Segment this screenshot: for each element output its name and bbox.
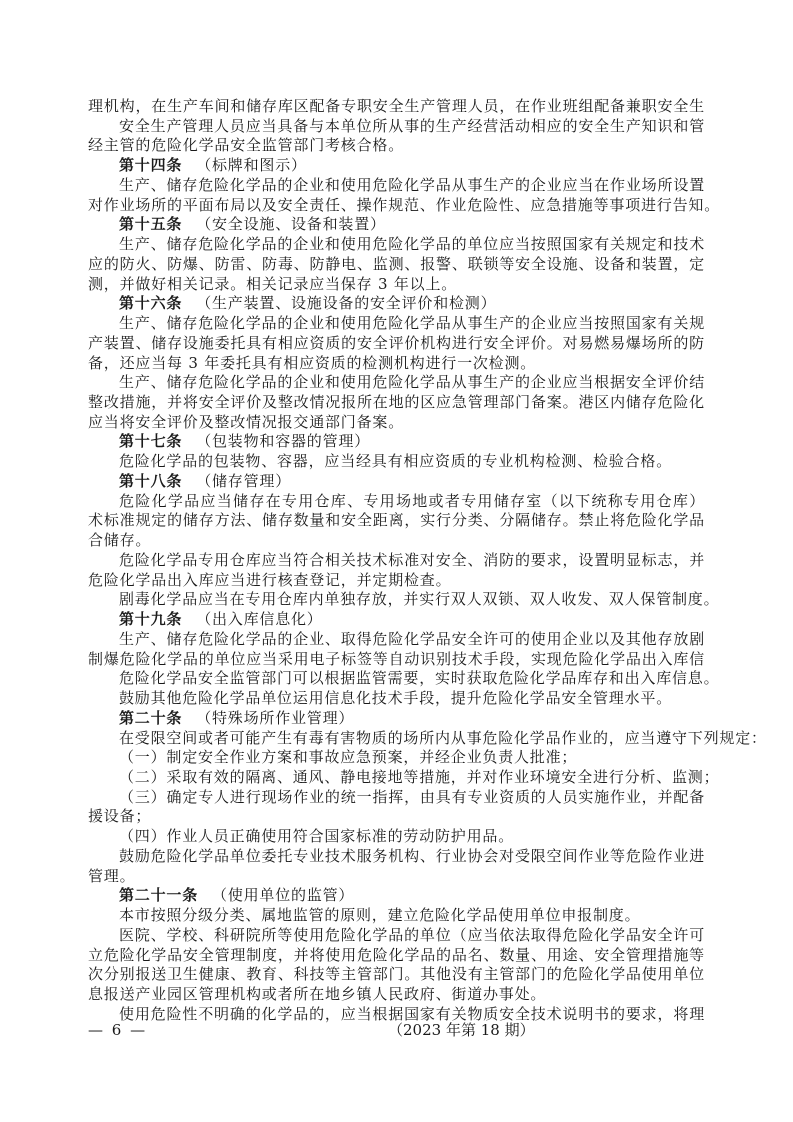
text-line: （二）采取有效的隔离、通风、静电接地等措施，并对作业环境安全进行分析、监测； (119, 767, 720, 786)
article-heading (88, 156, 705, 176)
text-line: 整改措施，并将安全评价及整改情况报所在地的区应急管理部门备案。港区内储存危险化 (88, 393, 705, 412)
text-line: （一）制定安全作业方案和事故应急预案，并经企业负责人批准； (119, 748, 578, 767)
text-line: 危险化学品安全监管部门可以根据监管需要，实时获取危险化学品库存和出入库信息。 (119, 669, 720, 688)
text-line: 生产、储存危险化学品的企业和使用危险化学品从事生产的企业应当根据安全评价结 (119, 373, 705, 392)
article-title: （包装物和容器的管理） (196, 432, 371, 451)
article-number: 第十七条 (119, 432, 183, 451)
article-title: （标牌和图示） (196, 156, 307, 175)
text-line: 应的防火、防爆、防雷、防毒、防静电、监测、报警、联锁等安全设施、设备和装置，定 (88, 254, 705, 273)
text-line: 援设备； (88, 807, 152, 826)
text-line: 危险化学品出入库应当进行核查登记，并定期检查。 (88, 570, 452, 589)
article-heading (88, 886, 705, 906)
article-number: 第二十一条 (119, 886, 199, 905)
article-title: （出入库信息化） (196, 610, 323, 629)
text-line: 鼓励危险化学品单位委托专业技术服务机构、行业协会对受限空间作业等危险作业进 (119, 846, 705, 865)
article-title: （特殊场所作业管理） (196, 708, 355, 727)
text-line: 危险化学品的包装物、容器，应当经具有相应资质的专业机构检测、检验合格。 (119, 452, 673, 471)
issue-label: （2023 年第 18 期） (388, 1021, 535, 1039)
article-heading (88, 472, 705, 492)
article-heading (88, 294, 705, 314)
article-number: 第二十条 (119, 708, 183, 727)
article-number: 第十五条 (119, 215, 183, 234)
text-line: 本市按照分级分类、属地监管的原则，建立危险化学品使用单位申报制度。 (119, 906, 641, 925)
page-number: — 6 — (88, 1021, 148, 1039)
text-line: 剧毒化学品应当在专用仓库内单独存放，并实行双人双锁、双人收发、双人保管制度。 (119, 590, 720, 609)
text-line: 次分别报送卫生健康、教育、科技等主管部门。其他没有主管部门的危险化学品使用单位 (88, 965, 705, 984)
article-number: 第十六条 (119, 294, 183, 313)
text-line: （三）确定专人进行现场作业的统一指挥，由具有专业资质的人员实施作业，并配备 (119, 787, 705, 806)
text-line: 危险化学品应当储存在专用仓库、专用场地或者专用储存室（以下统称专用仓库） (119, 491, 705, 510)
text-line: 对作业场所的平面布局以及安全责任、操作规范、作业危险性、应急措施等事项进行告知。 (88, 195, 721, 214)
article-title: （生产装置、设施设备的安全评价和检测） (196, 294, 497, 313)
article-title: （储存管理） (196, 471, 292, 490)
text-line: 合储存。 (88, 531, 152, 550)
text-line: 立危险化学品安全管理制度，并将使用危险化学品的品名、数量、用途、安全管理措施等 (88, 945, 705, 964)
article-title: （使用单位的监管） (212, 886, 355, 905)
text-line: 产装置、储存设施委托具有相应资质的安全评价机构进行安全评价。对易燃易爆场所的防 (88, 333, 705, 352)
text-line: 术标准规定的储存方法、储存数量和安全距离，实行分类、分隔储存。禁止将危险化学品 (88, 511, 705, 530)
document-body (88, 97, 767, 1025)
article-number: 第十八条 (119, 471, 183, 490)
text-line: 在受限空间或者可能产生有毒有害物质的场所内从事危险化学品作业的，应当遵守下列规定： (119, 728, 767, 747)
text-line: 备，还应当每 3 年委托具有相应资质的检测机构进行一次检测。 (88, 353, 537, 372)
text-line: 使用危险性不明确的化学品的，应当根据国家有关物质安全技术说明书的要求，将理 (119, 1004, 705, 1023)
article-number: 第十九条 (119, 610, 183, 629)
text-line: 生产、储存危险化学品的企业和使用危险化学品的单位应当按照国家有关规定和技术 (119, 235, 705, 254)
article-title: （安全设施、设备和装置） (196, 215, 386, 234)
text-line: 鼓励其他危险化学品单位运用信息化技术手段，提升危险化学品安全管理水平。 (119, 689, 673, 708)
page-footer (88, 1020, 705, 1040)
article-heading (88, 432, 705, 452)
text-line: 理机构，在生产车间和储存库区配备专职安全生产管理人员，在作业班组配备兼职安全生 (88, 97, 705, 115)
text-line: 生产、储存危险化学品的企业、取得危险化学品安全许可的使用企业以及其他存放剧 (119, 629, 705, 648)
article-heading (88, 610, 705, 630)
text-line: 管理。 (88, 866, 136, 885)
text-line: 危险化学品专用仓库应当符合相关技术标准对安全、消防的要求，设置明显标志，并 (119, 550, 705, 569)
text-line: 息报送产业园区管理机构或者所在地乡镇人民政府、街道办事处。 (88, 985, 547, 1004)
text-line: （四）作业人员正确使用符合国家标准的劳动防护用品。 (119, 827, 515, 846)
text-line: 医院、学校、科研院所等使用危险化学品的单位（应当依法取得危险化学品安全许可 (119, 925, 705, 944)
text-line: 安全生产管理人员应当具备与本单位所从事的生产经营活动相应的安全生产知识和管 (119, 116, 705, 135)
text-line: 测，并做好相关记录。相关记录应当保存 3 年以上。 (88, 274, 458, 293)
article-heading (88, 215, 705, 235)
text-line: 经主管的危险化学品安全监管部门考核合格。 (88, 136, 405, 155)
article-number: 第十四条 (119, 156, 183, 175)
article-heading (88, 709, 705, 729)
text-line: 生产、储存危险化学品的企业和使用危险化学品从事生产的企业应当在作业场所设置 (119, 175, 705, 194)
text-line: 生产、储存危险化学品的企业和使用危险化学品从事生产的企业应当按照国家有关规 (119, 314, 705, 333)
text-line: 制爆危险化学品的单位应当采用电子标签等自动识别技术手段，实现危险化学品出入库信 (88, 649, 705, 668)
text-line: 应当将安全评价及整改情况报交通部门备案。 (88, 412, 405, 431)
